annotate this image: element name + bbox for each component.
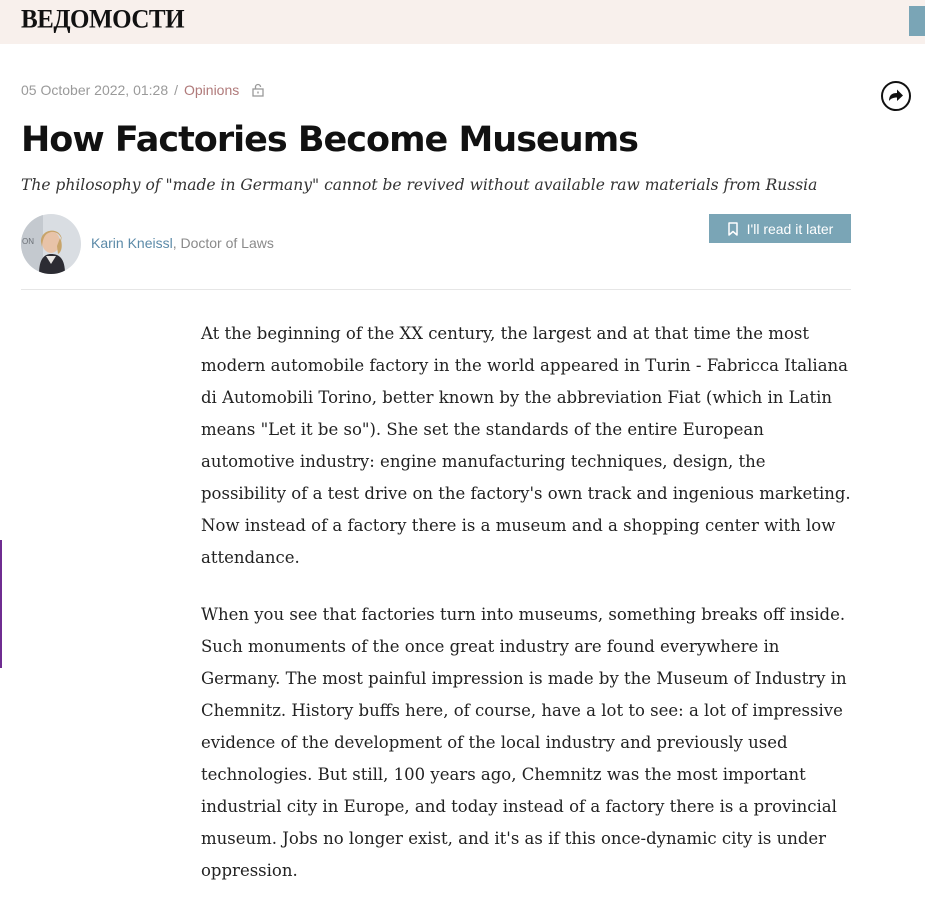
top-bar	[0, 0, 925, 44]
article-paragraph: When you see that factories turn into museums, something breaks off inside. Such monuments of the once great industry are found everywhere in Germany. The most painful impression is made by the Museum of Industry in Chemnitz. History buffs here, of course, have a lot to see: a lot of impressive evidence of the development of the local industry and previously used technologies. But still, 100 years ago, Chemnitz was the most important industrial city in Europe, and today instead of a factory there is a provincial museum. Jobs no longer exist, and it's as if this once-dynamic city is under oppression.	[201, 605, 847, 880]
read-later-button[interactable]	[709, 214, 851, 243]
publish-date: 05 October 2022, 01:28	[21, 82, 169, 98]
article-meta	[21, 82, 265, 98]
author-role: , Doctor of Laws	[172, 235, 274, 251]
author-avatar[interactable]	[21, 214, 81, 274]
article-body	[201, 318, 851, 912]
author-name-link[interactable]: Karin Kneissl	[91, 235, 173, 251]
site-logo[interactable]: ВЕДОМОСТИ	[21, 5, 185, 34]
article-subtitle: The philosophy of "made in Germany" cannot be revived without available raw materials from Russia	[21, 176, 818, 194]
header-divider	[21, 289, 851, 290]
svg-text:ON: ON	[22, 237, 34, 246]
read-later-label: I'll read it later	[746, 220, 834, 237]
meta-separator: /	[174, 82, 178, 98]
topbar-edge-button[interactable]	[909, 6, 925, 36]
category-link[interactable]: Opinions	[184, 82, 240, 98]
article-title: How Factories Become Museums	[21, 120, 639, 160]
author-byline	[91, 235, 274, 251]
bookmark-icon	[727, 222, 739, 236]
article-paragraph: At the beginning of the XX century, the largest and at that time the most modern automobile factory in the world appeared in Turin - Fabricca Italiana di Automobili Torino, better known by the abbreviation Fiat (which in Latin means "Let it be so"). She set the standards of the entire European automotive industry: engine manufacturing techniques, design, the possibility of a test drive on the factory's own track and ingenious marketing. Now instead of a factory there is a museum and a shopping center with low attendance.	[201, 324, 851, 567]
share-icon[interactable]	[880, 80, 912, 112]
lock-icon	[251, 83, 265, 97]
left-accent-bar	[0, 540, 2, 668]
